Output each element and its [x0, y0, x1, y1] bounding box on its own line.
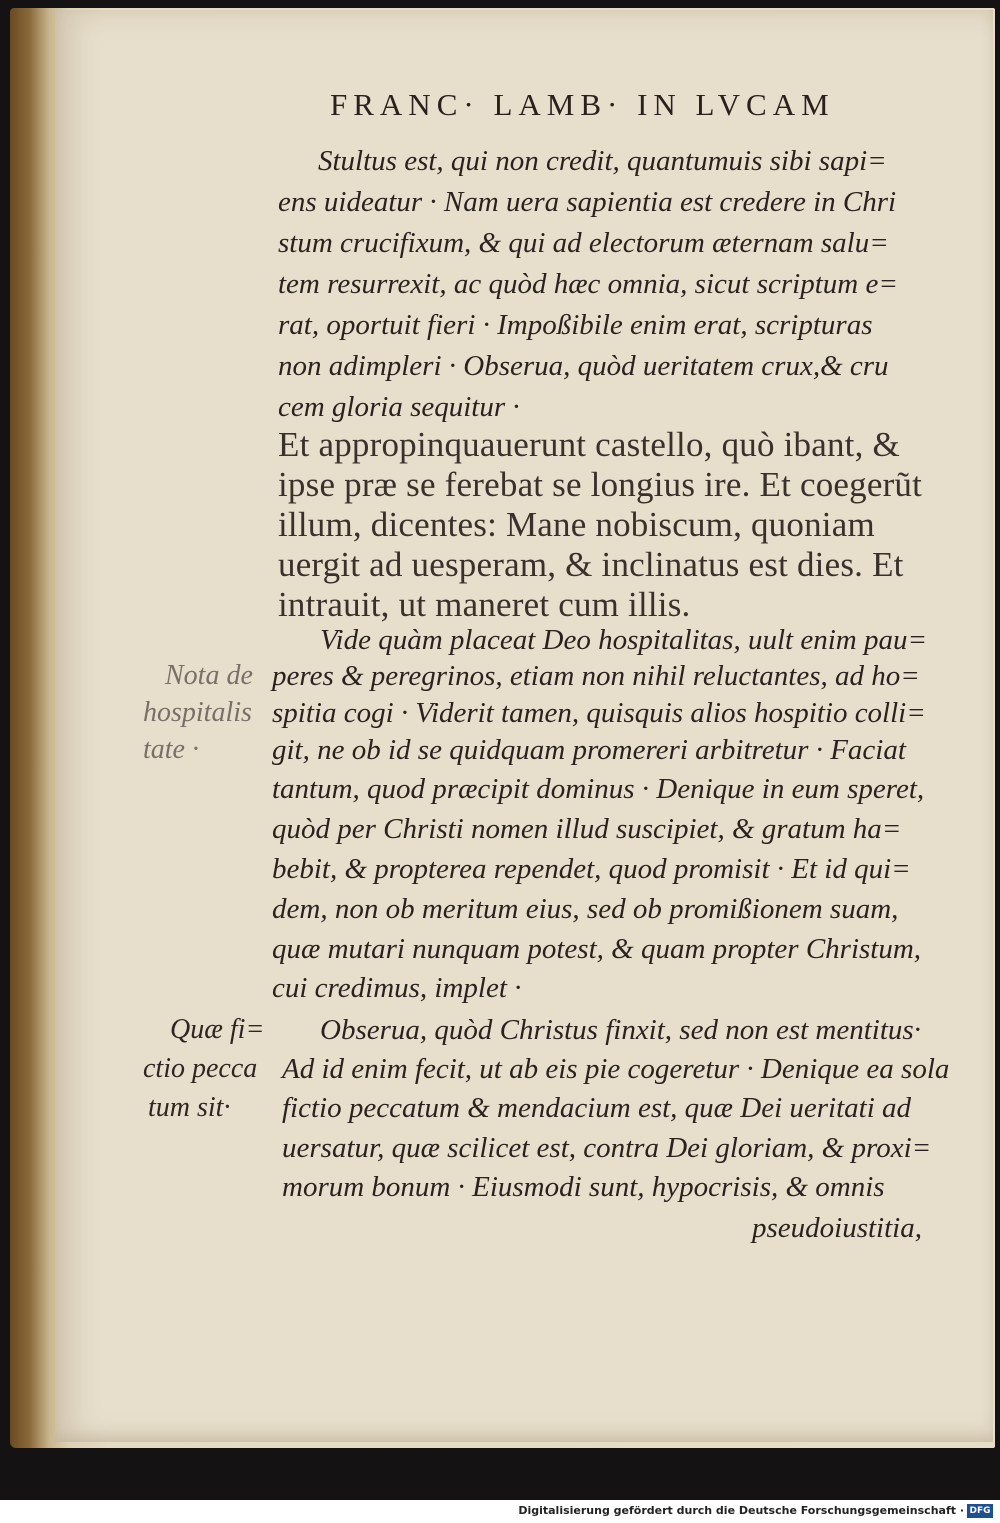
text-line: non adimpleri · Obserua, quòd ueritatem crux,& cru — [278, 350, 889, 382]
margin-note-line: Quæ fi= — [170, 1014, 265, 1045]
text-line: tantum, quod præcipit dominus · Denique in eum speret, — [272, 773, 925, 805]
footer-bar — [0, 1500, 1000, 1523]
text-line: cem gloria sequitur · — [278, 391, 520, 423]
text-line: Vide quàm placeat Deo hospitalitas, uult enim pau= — [320, 624, 928, 656]
scripture-line: ipse præ se ferebat se longius ire. Et coegerũt — [278, 465, 923, 504]
scripture-line: intrauit, ut maneret cum illis. — [278, 585, 691, 624]
margin-note-line: tum sit· — [148, 1092, 231, 1123]
text-line: Ad id enim fecit, ut ab eis pie cogeretur · Denique ea sola — [282, 1053, 950, 1085]
dfg-logo-icon: DFG — [967, 1504, 993, 1518]
text-line: ens uideatur · Nam uera sapientia est credere in Chri — [278, 186, 897, 218]
text-line: bebit, & propterea rependet, quod promisit · Et id qui= — [272, 853, 911, 885]
text-line: tem resurrexit, ac quòd hæc omnia, sicut scriptum e= — [278, 268, 898, 300]
text-line: git, ne ob id se quidquam promereri arbitretur · Faciat — [272, 734, 906, 766]
catchword: pseudoiustitia, — [752, 1212, 922, 1244]
text-line: stum crucifixum, & qui ad electorum æternam salu= — [278, 227, 889, 259]
text-line: fictio peccatum & mendacium est, quæ Dei ueritati ad — [282, 1092, 912, 1124]
margin-note-line: Nota de — [165, 660, 253, 691]
text-line: quæ mutari nunquam potest, & quam propter Christum, — [272, 933, 922, 965]
text-line: quòd per Christi nomen illud suscipiet, & gratum ha= — [272, 813, 902, 845]
text-line: Obserua, quòd Christus finxit, sed non est mentitus· — [320, 1014, 921, 1046]
scripture-line: Et appropinquauerunt castello, quò ibant, & — [278, 425, 900, 464]
margin-note-line: hospitalis — [143, 697, 252, 728]
scripture-line: uergit ad uesperam, & inclinatus est dies. Et — [278, 545, 904, 584]
text-line: rat, oportuit fieri · Impoßibile enim erat, scripturas — [278, 309, 873, 341]
text-line: spitia cogi · Viderit tamen, quisquis alios hospitio colli= — [272, 697, 926, 729]
text-line: peres & peregrinos, etiam non nihil reluctantes, ad ho= — [272, 660, 920, 692]
footer-credit: Digitalisierung gefördert durch die Deutsche Forschungsgemeinschaft · — [518, 1504, 964, 1517]
margin-note-line: tate · — [143, 734, 199, 765]
text-line: morum bonum · Eiusmodi sunt, hypocrisis, & omnis — [282, 1171, 885, 1203]
text-line: dem, non ob meritum eius, sed ob promißionem suam, — [272, 893, 899, 925]
margin-note-line: ctio pecca — [143, 1053, 258, 1084]
running-title: FRANC· LAMB· IN LVCAM — [330, 87, 835, 122]
scripture-line: illum, dicentes: Mane nobiscum, quoniam — [278, 505, 875, 544]
text-line: Stultus est, qui non credit, quantumuis sibi sapi= — [318, 145, 887, 177]
text-line: uersatur, quæ scilicet est, contra Dei gloriam, & proxi= — [282, 1132, 932, 1164]
text-line: cui credimus, implet · — [272, 972, 522, 1004]
